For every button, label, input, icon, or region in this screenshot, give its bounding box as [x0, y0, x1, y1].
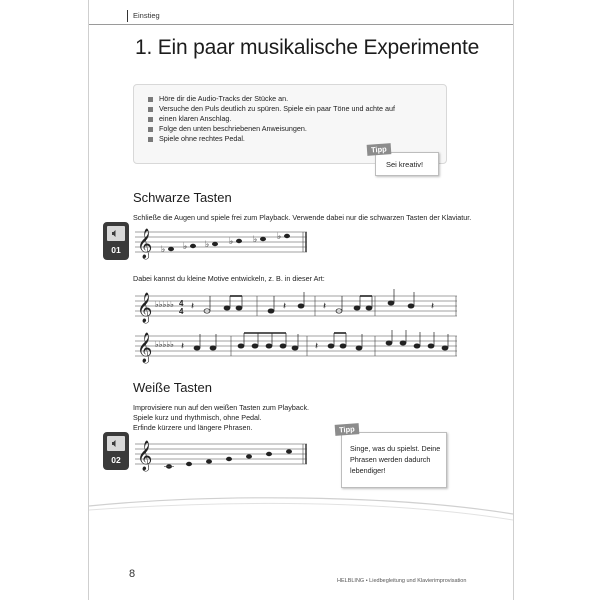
svg-text:𝄞: 𝄞 [137, 441, 153, 471]
decorative-swoosh [89, 486, 513, 546]
running-header [89, 10, 513, 25]
staff-motive-1 [135, 292, 457, 322]
phone-audio-icon [103, 222, 129, 260]
svg-text:4: 4 [179, 307, 184, 316]
intro-item: Spiele ohne rechtes Pedal. [148, 134, 398, 144]
track-number: 01 [111, 245, 121, 255]
section2-line: Erfinde kürzere und längere Phrasen. [133, 423, 253, 432]
svg-text:♭♭♭♭♭: ♭♭♭♭♭ [155, 300, 174, 309]
section-heading-black-keys: Schwarze Tasten [133, 190, 232, 205]
svg-text:♭: ♭ [161, 245, 166, 255]
chapter-title: 1. Ein paar musikalische Experimente [135, 36, 480, 59]
section-heading-white-keys: Weiße Tasten [133, 380, 213, 395]
page [88, 0, 514, 600]
svg-text:𝄽: 𝄽 [323, 301, 327, 312]
svg-text:♭: ♭ [277, 232, 282, 242]
header-section-label: Einstieg [133, 11, 160, 20]
section2-line: Improvisiere nun auf den weißen Tasten zum Playback. [133, 403, 310, 412]
tipp-card [375, 152, 439, 176]
staff-motive-2 [135, 332, 457, 362]
staff-black-keys [135, 228, 307, 258]
tipp-text: Sei kreativ! [386, 160, 424, 169]
staff-white-keys [135, 440, 307, 470]
section-instruction: Schließe die Augen und spiele frei zum Playback. Verwende dabei nur die schwarzen Tasten der Klaviatur. [133, 213, 472, 222]
svg-text:𝄽: 𝄽 [181, 341, 185, 352]
svg-text:𝄽: 𝄽 [431, 301, 435, 312]
svg-text:♭: ♭ [253, 235, 258, 245]
svg-text:♭: ♭ [205, 240, 210, 250]
tipp-box-2 [335, 424, 455, 494]
svg-text:♭: ♭ [183, 242, 188, 252]
page-number: 8 [129, 568, 136, 580]
speaker-icon [112, 440, 117, 447]
svg-text:𝄽: 𝄽 [191, 301, 195, 312]
svg-text:𝄽: 𝄽 [283, 301, 287, 312]
speaker-icon [112, 230, 117, 237]
intro-list [148, 94, 398, 144]
svg-text:𝄞: 𝄞 [137, 333, 153, 363]
header-divider [127, 10, 128, 22]
tipp-text: Singe, was du spielst. Deine Phrasen werden dadurch lebendiger! [350, 444, 441, 475]
tipp-label: Tipp [367, 143, 391, 156]
section2-line: Spiele kurz und rhythmisch, ohne Pedal. [133, 413, 262, 422]
tipp-label: Tipp [335, 423, 359, 436]
intro-item-continuation: einen klaren Anschlag. [148, 114, 398, 124]
treble-clef-icon: 𝄞 [137, 229, 153, 259]
phone-audio-icon [103, 432, 129, 470]
svg-text:4: 4 [179, 299, 184, 308]
footer-publisher: HELBLING • Liedbegleitung und Klavierimprovisation [337, 578, 467, 584]
intro-item: Versuche den Puls deutlich zu spüren. Spiele ein paar Töne und achte auf [148, 104, 398, 114]
tipp-card [341, 432, 447, 488]
svg-text:𝄞: 𝄞 [137, 293, 153, 323]
intro-item: Höre dir die Audio-Tracks der Stücke an. [148, 94, 398, 104]
svg-text:♭: ♭ [229, 237, 234, 247]
tipp-box-1 [367, 144, 447, 174]
intro-item: Folge den unten beschriebenen Anweisungen. [148, 124, 398, 134]
svg-text:𝄽: 𝄽 [315, 341, 319, 352]
svg-text:♭♭♭♭♭: ♭♭♭♭♭ [155, 340, 174, 349]
motive-text: Dabei kannst du kleine Motive entwickeln, z. B. in dieser Art: [133, 274, 325, 283]
track-number: 02 [111, 455, 121, 465]
